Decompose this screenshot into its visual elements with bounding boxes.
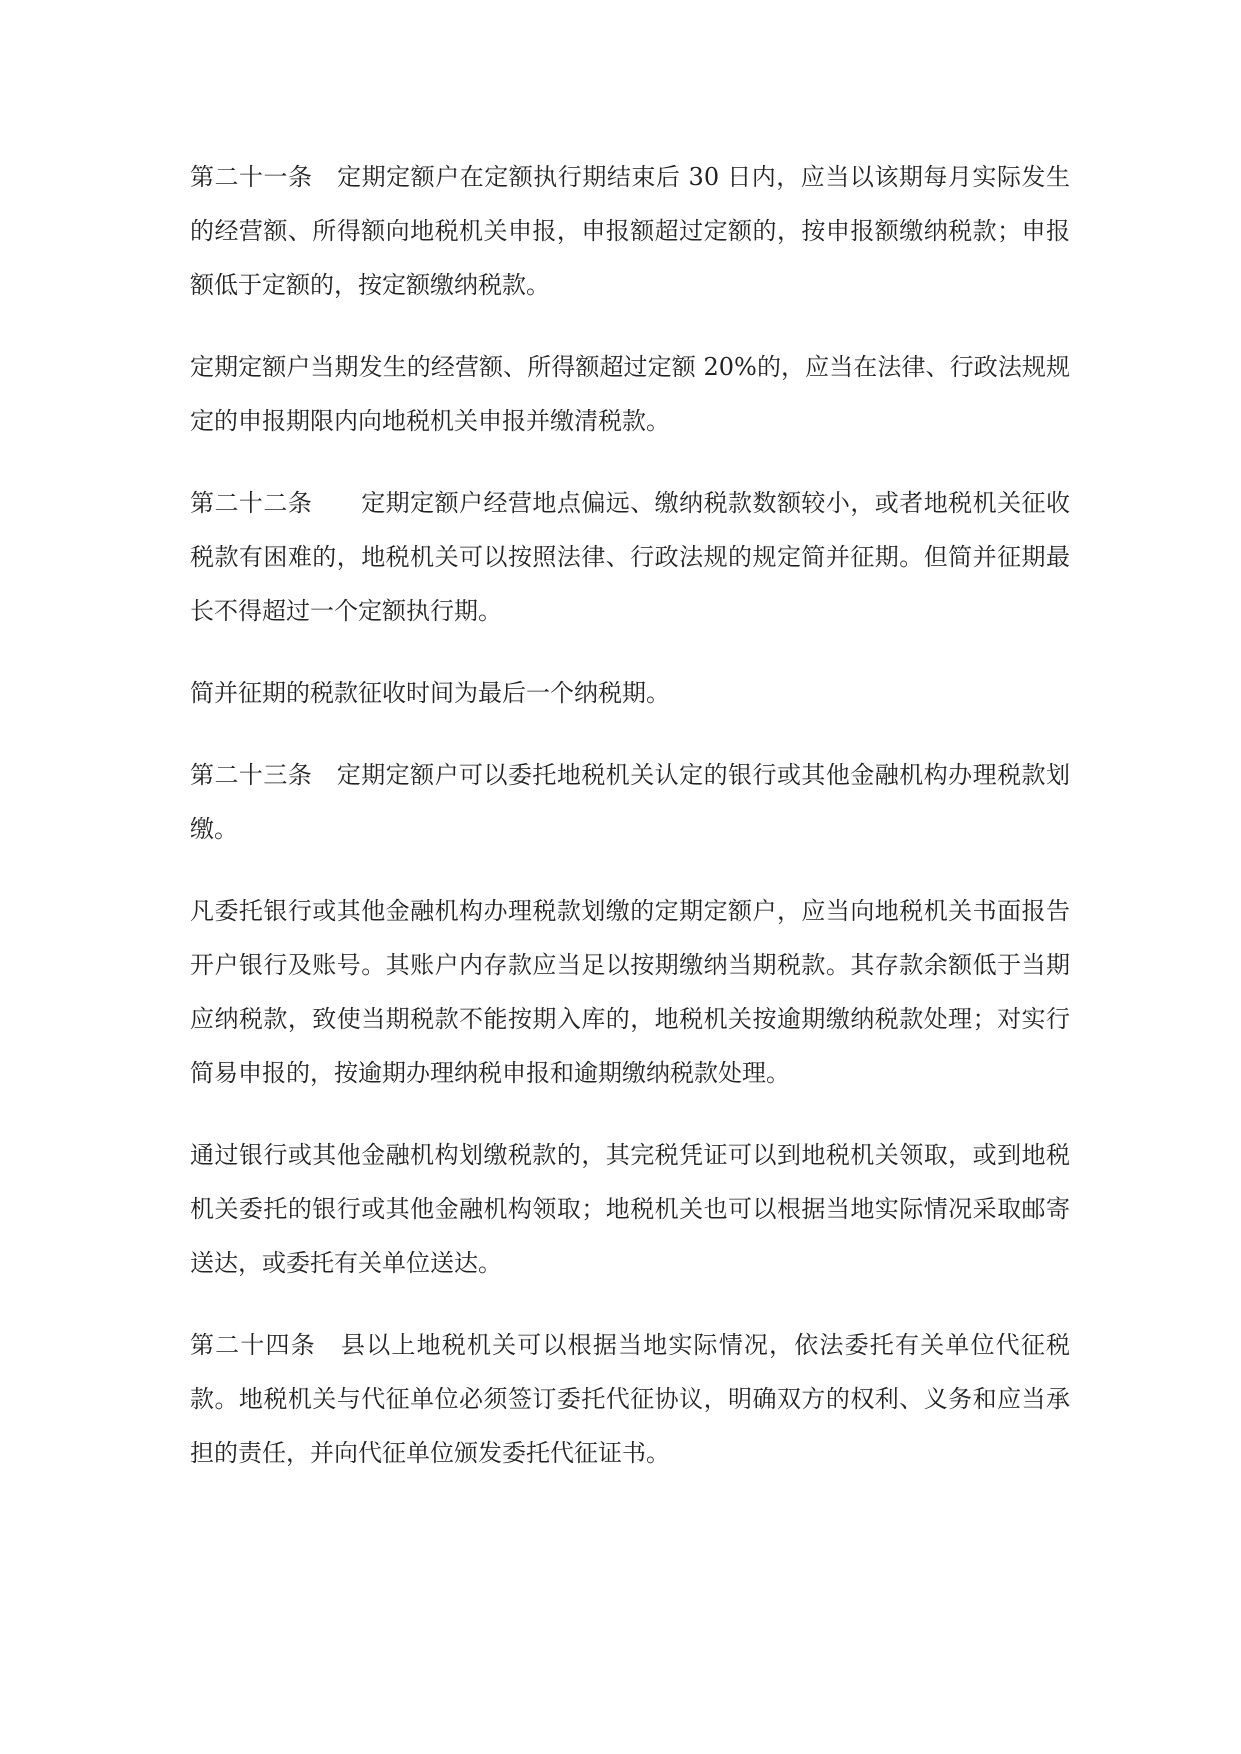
paragraph-article-23-clause-2: 凡委托银行或其他金融机构办理税款划缴的定期定额户，应当向地税机关书面报告开户银行及账号。其账户内存款应当足以按期缴纳当期税款。其存款余额低于当期应纳税款，致使当期税款不能按期入库的，地税机关按逾期缴纳税款处理；对实行简易申报的，按逾期办理纳税申报和逾期缴纳税款处理。: [190, 897, 1070, 1087]
paragraph-article-23-clause-3: 通过银行或其他金融机构划缴税款的，其完税凭证可以到地税机关领取，或到地税机关委托的银行或其他金融机构领取；地税机关也可以根据当地实际情况采取邮寄送达，或委托有关单位送达。: [190, 1141, 1070, 1277]
document-body: [190, 150, 1070, 1508]
paragraph-article-22-clause-2: 简并征期的税款征收时间为最后一个纳税期。: [190, 679, 670, 707]
paragraph-article-21: 第二十一条 定期定额户在定额执行期结束后 30 日内，应当以该期每月实际发生的经营额、所得额向地税机关申报，申报额超过定额的，按申报额缴纳税款；申报额低于定额的，按定额缴纳税款。: [190, 163, 1070, 299]
paragraph-article-21-clause-2: 定期定额户当期发生的经营额、所得额超过定额 20%的，应当在法律、行政法规规定的申报期限内向地税机关申报并缴清税款。: [190, 353, 1070, 435]
paragraph-article-24: 第二十四条 县以上地税机关可以根据当地实际情况，依法委托有关单位代征税款。地税机关与代征单位必须签订委托代征协议，明确双方的权利、义务和应当承担的责任，并向代征单位颁发委托代征证书。: [190, 1331, 1070, 1467]
paragraph-article-23: 第二十三条 定期定额户可以委托地税机关认定的银行或其他金融机构办理税款划缴。: [190, 761, 1070, 843]
paragraph-article-22: 第二十二条 定期定额户经营地点偏远、缴纳税款数额较小，或者地税机关征收税款有困难的，地税机关可以按照法律、行政法规的规定简并征期。但简并征期最长不得超过一个定额执行期。: [190, 489, 1070, 625]
